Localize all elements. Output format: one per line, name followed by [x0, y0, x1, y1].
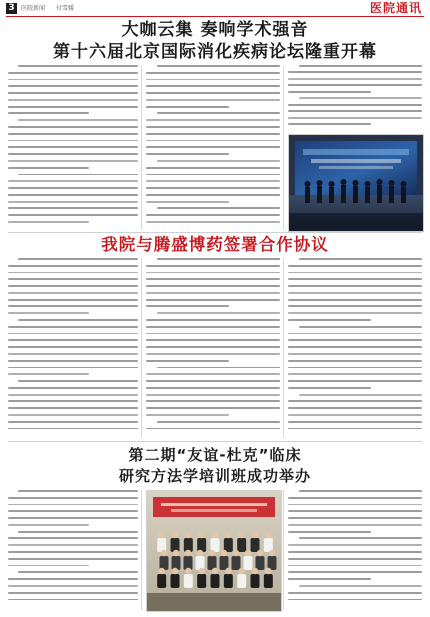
- text-line: [299, 65, 422, 67]
- text-line: [288, 110, 422, 112]
- text-line: [288, 387, 371, 389]
- article-3-body-column-3: [288, 490, 422, 610]
- text-line: [146, 414, 229, 416]
- text-line: [8, 292, 138, 294]
- text-line: [8, 272, 138, 274]
- text-line: [288, 265, 422, 267]
- text-line: [146, 187, 280, 189]
- text-line: [8, 578, 138, 580]
- person-head: [185, 550, 191, 556]
- text-line: [8, 428, 138, 430]
- person-head: [269, 550, 275, 556]
- text-line: [8, 92, 138, 94]
- text-line: [8, 387, 138, 389]
- text-line: [288, 407, 422, 409]
- text-line: [8, 407, 138, 409]
- text-line: [146, 180, 280, 182]
- header-rule: [6, 16, 424, 17]
- text-line: [18, 65, 138, 67]
- text-line: [299, 258, 422, 260]
- text-line: [157, 258, 280, 260]
- person-head: [233, 550, 239, 556]
- text-line: [288, 285, 422, 287]
- person-body: [197, 538, 206, 552]
- person-body: [184, 574, 193, 588]
- text-line: [299, 585, 422, 587]
- text-line: [146, 167, 280, 169]
- person-head: [172, 568, 178, 574]
- text-line: [146, 278, 280, 280]
- text-line: [146, 174, 280, 176]
- text-line: [157, 160, 280, 162]
- text-line: [18, 531, 138, 533]
- text-line: [8, 79, 138, 81]
- text-line: [8, 510, 138, 512]
- person-head: [265, 568, 271, 574]
- text-line: [8, 72, 138, 74]
- person-body: [237, 574, 246, 588]
- person-body: [256, 556, 265, 570]
- text-line: [8, 278, 138, 280]
- text-line: [8, 558, 138, 560]
- person-head: [198, 532, 204, 538]
- text-line: [8, 367, 138, 369]
- person-body: [160, 556, 169, 570]
- text-line: [299, 537, 422, 539]
- masthead-logo: 医院通讯: [369, 1, 422, 15]
- text-line: [146, 400, 280, 402]
- text-line: [8, 565, 89, 567]
- text-line: [146, 353, 280, 355]
- text-line: [146, 272, 280, 274]
- text-line: [146, 133, 280, 135]
- text-line: [288, 339, 422, 341]
- text-line: [146, 333, 280, 335]
- person-head: [257, 550, 263, 556]
- text-line: [288, 319, 371, 321]
- person-body: [211, 574, 220, 588]
- text-line: [146, 85, 280, 87]
- text-line: [146, 373, 280, 375]
- text-line: [157, 207, 280, 209]
- article-3-headline-line-1: 第二期“友谊-杜克”临床: [128, 446, 302, 464]
- text-line: [288, 414, 422, 416]
- person-body: [172, 556, 181, 570]
- text-line: [146, 380, 280, 382]
- text-line: [8, 551, 138, 553]
- forum-stage-photo-image: [289, 135, 423, 231]
- text-line: [146, 92, 280, 94]
- text-line: [299, 97, 422, 99]
- text-line: [288, 510, 422, 512]
- text-line: [18, 380, 138, 382]
- person-head: [212, 568, 218, 574]
- text-line: [146, 153, 229, 155]
- text-line: [157, 112, 280, 114]
- text-line: [18, 490, 138, 492]
- person-body: [251, 574, 260, 588]
- person-body: [171, 574, 180, 588]
- text-line: [157, 367, 280, 369]
- text-line: [146, 79, 280, 81]
- text-line: [299, 326, 422, 328]
- person-head: [238, 568, 244, 574]
- text-line: [288, 91, 371, 93]
- text-line: [146, 126, 280, 128]
- person-head: [185, 568, 191, 574]
- text-line: [8, 146, 138, 148]
- article-2-headline: 我院与腾盛博药签署合作协议: [101, 235, 329, 254]
- text-line: [18, 119, 138, 121]
- text-line: [18, 319, 138, 321]
- person-head: [221, 550, 227, 556]
- text-line: [8, 599, 138, 601]
- text-line: [288, 380, 422, 382]
- article-1-body-column-1: [8, 65, 138, 230]
- text-line: [146, 428, 280, 430]
- person-head: [252, 532, 258, 538]
- person-head: [158, 532, 164, 538]
- text-line: [8, 126, 138, 128]
- text-line: [8, 333, 138, 335]
- text-line: [8, 312, 89, 314]
- text-line: [146, 326, 280, 328]
- text-line: [8, 517, 138, 519]
- person-head: [158, 568, 164, 574]
- text-line: [299, 490, 422, 492]
- text-line: [288, 551, 422, 553]
- person-body: [197, 574, 206, 588]
- text-line: [146, 214, 280, 216]
- text-line: [8, 112, 89, 114]
- text-line: [288, 305, 422, 307]
- text-line: [146, 299, 280, 301]
- text-line: [146, 119, 280, 121]
- text-line: [8, 140, 138, 142]
- text-line: [288, 123, 371, 125]
- text-line: [8, 585, 138, 587]
- person-head: [252, 568, 258, 574]
- text-line: [288, 504, 422, 506]
- text-line: [146, 194, 280, 196]
- page-number: 3: [6, 3, 17, 14]
- text-line: [288, 104, 422, 106]
- text-line: [288, 299, 422, 301]
- text-line: [288, 531, 371, 533]
- text-line: [288, 78, 422, 80]
- text-line: [8, 285, 138, 287]
- text-line: [146, 265, 280, 267]
- text-line: [146, 201, 229, 203]
- person-head: [209, 550, 215, 556]
- person-body: [244, 556, 253, 570]
- text-line: [146, 407, 280, 409]
- person-body: [264, 574, 273, 588]
- article-1-headline-line-1: 大咖云集 奏响学术强音: [121, 20, 309, 40]
- person-body: [232, 556, 241, 570]
- text-line: [8, 592, 138, 594]
- article-2-body-column-2: [146, 258, 280, 438]
- text-line: [288, 400, 422, 402]
- text-line: [288, 558, 422, 560]
- text-line: [8, 85, 138, 87]
- person-head: [245, 550, 251, 556]
- text-line: [146, 292, 280, 294]
- text-line: [146, 146, 280, 148]
- text-line: [8, 360, 138, 362]
- text-line: [8, 497, 138, 499]
- text-line: [8, 504, 138, 506]
- text-line: [8, 160, 138, 162]
- text-line: [8, 214, 138, 216]
- person-head: [225, 532, 231, 538]
- text-line: [8, 133, 138, 135]
- text-line: [8, 167, 89, 169]
- person-body: [220, 556, 229, 570]
- person-head: [212, 532, 218, 538]
- text-line: [288, 571, 422, 573]
- text-line: [146, 99, 280, 101]
- person-body: [251, 538, 260, 552]
- column-divider: [141, 490, 142, 610]
- section-name: 医院新闻: [21, 5, 46, 12]
- text-line: [288, 497, 422, 499]
- text-line: [8, 373, 89, 375]
- text-line: [8, 524, 89, 526]
- text-line: [146, 221, 280, 223]
- text-line: [8, 265, 138, 267]
- person-head: [161, 550, 167, 556]
- text-line: [288, 421, 422, 423]
- text-line: [8, 544, 138, 546]
- text-line: [288, 333, 422, 335]
- person-head: [172, 532, 178, 538]
- person-head: [238, 532, 244, 538]
- column-divider: [283, 66, 284, 230]
- person-body: [237, 538, 246, 552]
- text-line: [146, 387, 280, 389]
- text-line: [157, 421, 280, 423]
- text-line: [8, 346, 138, 348]
- text-line: [146, 339, 280, 341]
- text-line: [18, 258, 138, 260]
- text-line: [8, 207, 138, 209]
- text-line: [8, 106, 138, 108]
- column-divider: [141, 258, 142, 438]
- text-line: [8, 421, 138, 423]
- text-line: [8, 194, 138, 196]
- forum-stage-photo: [288, 134, 424, 232]
- text-line: [8, 180, 138, 182]
- article-3-headline-line-2: 研究方法学培训班成功举办: [118, 467, 311, 485]
- person-head: [225, 568, 231, 574]
- section-rule: [8, 441, 422, 442]
- editor-name: 付雪媛: [56, 5, 75, 12]
- text-line: [146, 72, 280, 74]
- text-line: [288, 346, 422, 348]
- article-1-body-column-2: [146, 65, 280, 230]
- text-line: [8, 99, 138, 101]
- person-head: [173, 550, 179, 556]
- text-line: [8, 326, 138, 328]
- text-line: [288, 599, 422, 601]
- text-line: [8, 187, 138, 189]
- text-line: [146, 319, 280, 321]
- person-head: [185, 532, 191, 538]
- text-line: [18, 571, 138, 573]
- text-line: [8, 537, 138, 539]
- text-line: [288, 292, 422, 294]
- text-line: [288, 360, 422, 362]
- article-1-headline-line-2: 第十六届北京国际消化疾病论坛隆重开幕: [53, 42, 377, 62]
- article-2-body-column-1: [8, 258, 138, 438]
- training-group-photo: [146, 490, 282, 612]
- text-line: [8, 400, 138, 402]
- text-line: [288, 272, 422, 274]
- column-divider: [283, 490, 284, 610]
- article-2-body-column-3: [288, 258, 422, 438]
- person-head: [198, 568, 204, 574]
- text-line: [288, 578, 371, 580]
- column-divider: [283, 258, 284, 438]
- text-line: [288, 524, 422, 526]
- text-line: [288, 117, 422, 119]
- person-body: [157, 574, 166, 588]
- text-line: [8, 201, 138, 203]
- person-body: [171, 538, 180, 552]
- text-line: [8, 299, 138, 301]
- text-line: [288, 367, 422, 369]
- text-line: [299, 394, 422, 396]
- text-line: [288, 71, 422, 73]
- text-line: [288, 565, 422, 567]
- text-line: [8, 414, 138, 416]
- text-line: [8, 339, 138, 341]
- text-line: [157, 65, 280, 67]
- text-line: [146, 305, 229, 307]
- text-line: [8, 353, 138, 355]
- person-head: [265, 532, 271, 538]
- text-line: [146, 285, 280, 287]
- text-line: [288, 517, 422, 519]
- text-line: [8, 305, 138, 307]
- text-line: [8, 153, 138, 155]
- text-line: [157, 312, 280, 314]
- text-line: [288, 592, 422, 594]
- person-body: [157, 538, 166, 552]
- text-line: [146, 140, 280, 142]
- column-divider: [141, 66, 142, 230]
- text-line: [288, 428, 422, 430]
- text-line: [8, 221, 89, 223]
- person-body: [224, 574, 233, 588]
- text-line: [146, 360, 229, 362]
- article-3-body-column-1: [8, 490, 138, 610]
- person-body: [196, 556, 205, 570]
- training-group-photo-image: [147, 491, 281, 611]
- text-line: [288, 84, 422, 86]
- person-head: [197, 550, 203, 556]
- text-line: [146, 106, 229, 108]
- article-1-body-column-3: [288, 65, 422, 131]
- text-line: [288, 312, 422, 314]
- text-line: [288, 544, 422, 546]
- text-line: [146, 394, 280, 396]
- text-line: [288, 353, 422, 355]
- text-line: [288, 278, 422, 280]
- section-rule: [8, 232, 422, 233]
- text-line: [8, 394, 138, 396]
- text-line: [18, 174, 138, 176]
- text-line: [146, 346, 280, 348]
- person-body: [224, 538, 233, 552]
- text-line: [288, 373, 422, 375]
